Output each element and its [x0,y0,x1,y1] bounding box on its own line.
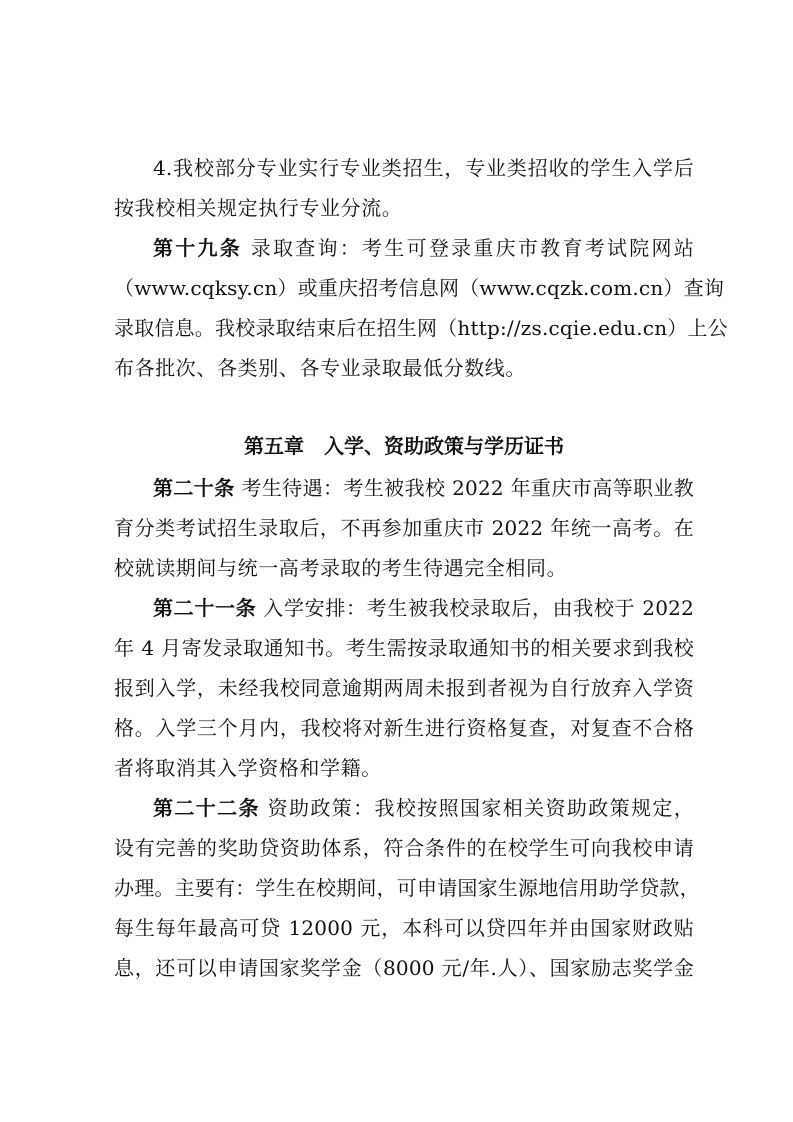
article19-label: 第十九条 [153,236,243,260]
article21-line-4: 格。入学三个月内，我校将对新生进行资格复查，对复查不合格 [114,716,694,740]
article18-line-2: 按我校相关规定执行专业分流。 [114,196,403,220]
chapter-heading: 第五章 入学、资助政策与学历证书 [244,434,564,458]
article19-line-1 [153,234,694,262]
article18-line-1: 4.我校部分专业实行专业类招生，专业类招收的学生入学后 [153,156,694,180]
article21-text-1: 入学安排：考生被我校录取后，由我校于 2022 [256,596,695,620]
article19-line-2: （www.cqksy.cn）或重庆招考信息网（www.cqzk.com.cn）查询 [114,276,725,300]
article21-line-1 [153,594,694,622]
article21-line-2: 年 4 月寄发录取通知书。考生需按录取通知书的相关要求到我校 [114,636,694,660]
article19-line-3: 录取信息。我校录取结束后在招生网（http://zs.cqie.edu.cn）上公 [114,316,728,340]
article21-label: 第二十一条 [153,596,257,620]
article21-line-3: 报到入学，未经我校同意逾期两周未报到者视为自行放弃入学资 [114,676,694,700]
article19-text-1: 录取查询：考生可登录重庆市教育考试院网站 [242,236,694,260]
article20-label: 第二十条 [153,476,235,500]
article22-line-1 [153,794,694,822]
article19-line-4: 布各批次、各类别、各专业录取最低分数线。 [114,356,526,380]
article22-line-3: 办理。主要有：学生在校期间，可申请国家生源地信用助学贷款， [114,876,700,900]
article20-line-1 [153,474,694,502]
article22-line-5: 息，还可以申请国家奖学金（8000 元/年.人）、国家励志奖学金 [114,956,694,980]
article21-line-5: 者将取消其入学资格和学籍。 [114,756,382,780]
article22-line-4: 每生每年最高可贷 12000 元，本科可以贷四年并由国家财政贴 [114,916,694,940]
article22-line-2: 设有完善的奖助贷资助体系，符合条件的在校学生可向我校申请 [114,836,694,860]
article20-line-2: 育分类考试招生录取后，不再参加重庆市 2022 年统一高考。在 [114,516,694,540]
article22-label: 第二十二条 [153,796,260,820]
article20-text-1: 考生待遇：考生被我校 2022 年重庆市高等职业教 [234,476,694,500]
article22-text-1: 资助政策：我校按照国家相关资助政策规定， [259,796,694,820]
article20-line-3: 校就读期间与统一高考录取的考生待遇完全相同。 [114,556,568,580]
